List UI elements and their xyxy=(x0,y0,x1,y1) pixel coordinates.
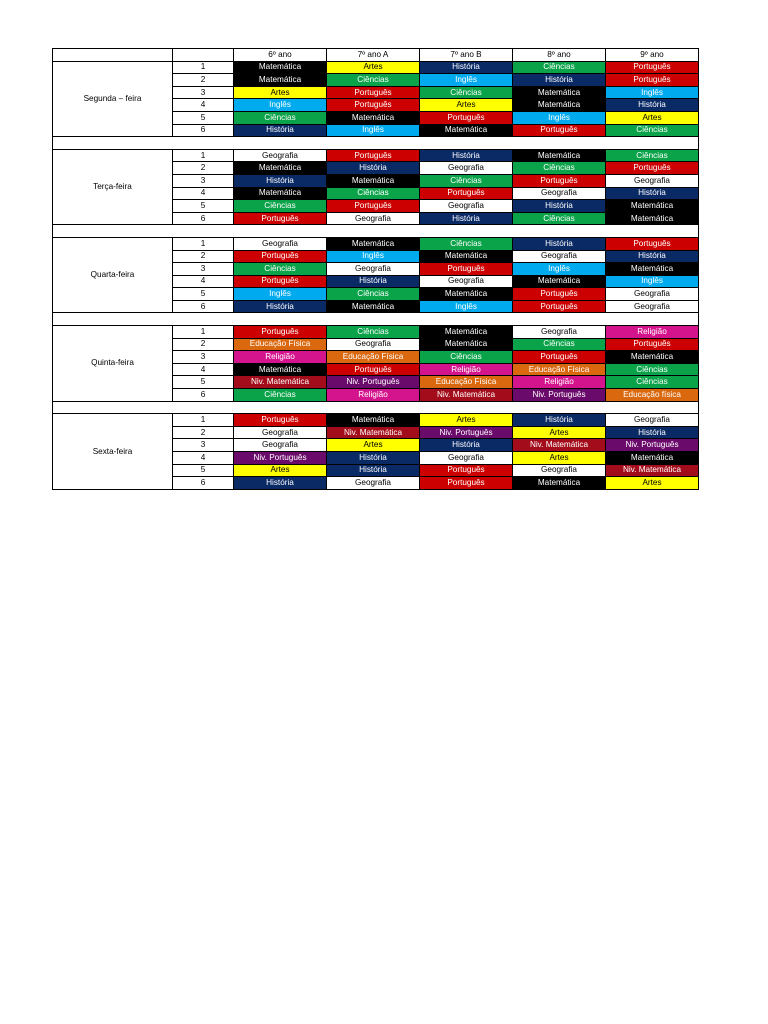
subject-cell: Inglês xyxy=(234,99,327,112)
subject-cell: Geografia xyxy=(234,426,327,439)
subject-cell: Português xyxy=(327,200,420,213)
subject-cell: Português xyxy=(327,149,420,162)
subject-cell: Português xyxy=(327,99,420,112)
period-number-cell: 4 xyxy=(173,452,234,465)
subject-cell: Ciências xyxy=(234,389,327,402)
subject-cell: Geografia xyxy=(420,200,513,213)
subject-cell: História xyxy=(327,275,420,288)
day-name-cell: Sexta-feira xyxy=(53,414,173,490)
subject-cell: Português xyxy=(513,124,606,137)
empty-corner-cell xyxy=(53,49,173,62)
subject-cell: Niv. Português xyxy=(513,389,606,402)
period-number-cell: 4 xyxy=(173,275,234,288)
subject-cell: Matemática xyxy=(606,452,699,465)
period-number-cell: 3 xyxy=(173,351,234,364)
subject-cell: Português xyxy=(420,464,513,477)
subject-cell: Ciências xyxy=(513,61,606,74)
subject-cell: Inglês xyxy=(606,86,699,99)
subject-cell: Português xyxy=(234,326,327,339)
subject-cell: Inglês xyxy=(420,300,513,313)
subject-cell: Português xyxy=(420,187,513,200)
class-header: 9º ano xyxy=(606,49,699,62)
subject-cell: Geografia xyxy=(606,288,699,301)
period-row xyxy=(53,326,699,339)
period-number-cell: 3 xyxy=(173,439,234,452)
subject-cell: Geografia xyxy=(234,237,327,250)
subject-cell: História xyxy=(234,477,327,490)
subject-cell: História xyxy=(606,187,699,200)
period-number-cell: 2 xyxy=(173,338,234,351)
period-number-cell: 3 xyxy=(173,86,234,99)
subject-cell: Educação Física xyxy=(234,338,327,351)
schedule-table xyxy=(52,48,699,490)
subject-cell: Matemática xyxy=(513,149,606,162)
subject-cell: Geografia xyxy=(420,452,513,465)
subject-cell: Matemática xyxy=(420,250,513,263)
period-row xyxy=(53,414,699,427)
day-separator-row xyxy=(53,137,699,150)
day-separator-row xyxy=(53,225,699,238)
schedule-body xyxy=(53,49,699,490)
day-name-cell: Quarta-feira xyxy=(53,237,173,313)
subject-cell: Niv. Português xyxy=(327,376,420,389)
subject-cell: Português xyxy=(606,61,699,74)
day-name-cell: Quinta-feira xyxy=(53,326,173,402)
subject-cell: Português xyxy=(606,162,699,175)
subject-cell: Educação física xyxy=(606,389,699,402)
subject-cell: Matemática xyxy=(234,187,327,200)
subject-cell: Português xyxy=(513,288,606,301)
period-number-cell: 3 xyxy=(173,174,234,187)
subject-cell: Niv. Português xyxy=(234,452,327,465)
subject-cell: Ciências xyxy=(327,187,420,200)
subject-cell: Artes xyxy=(234,464,327,477)
period-row xyxy=(53,149,699,162)
subject-cell: Geografia xyxy=(327,263,420,276)
subject-cell: Português xyxy=(606,74,699,87)
subject-cell: Inglês xyxy=(606,275,699,288)
period-number-cell: 5 xyxy=(173,200,234,213)
subject-cell: Português xyxy=(606,338,699,351)
subject-cell: Ciências xyxy=(606,149,699,162)
subject-cell: Inglês xyxy=(234,288,327,301)
subject-cell: Geografia xyxy=(420,162,513,175)
day-name-cell: Segunda – feira xyxy=(53,61,173,137)
subject-cell: Artes xyxy=(513,452,606,465)
period-number-cell: 2 xyxy=(173,74,234,87)
subject-cell: Geografia xyxy=(234,439,327,452)
class-header: 8º ano xyxy=(513,49,606,62)
subject-cell: Português xyxy=(234,275,327,288)
subject-cell: Matemática xyxy=(327,237,420,250)
period-number-cell: 3 xyxy=(173,263,234,276)
subject-cell: Educação Física xyxy=(513,363,606,376)
subject-cell: Português xyxy=(234,212,327,225)
subject-cell: Matemática xyxy=(420,288,513,301)
subject-cell: História xyxy=(234,124,327,137)
subject-cell: Inglês xyxy=(327,250,420,263)
subject-cell: Religião xyxy=(234,351,327,364)
subject-cell: Niv. Matemática xyxy=(606,464,699,477)
subject-cell: Português xyxy=(420,263,513,276)
subject-cell: Educação Física xyxy=(327,351,420,364)
period-number-cell: 1 xyxy=(173,149,234,162)
subject-cell: História xyxy=(420,149,513,162)
empty-period-header xyxy=(173,49,234,62)
subject-cell: Português xyxy=(420,111,513,124)
subject-cell: Matemática xyxy=(327,300,420,313)
subject-cell: Matemática xyxy=(513,99,606,112)
subject-cell: Geografia xyxy=(327,477,420,490)
period-number-cell: 2 xyxy=(173,426,234,439)
period-number-cell: 5 xyxy=(173,464,234,477)
subject-cell: Matemática xyxy=(606,212,699,225)
period-number-cell: 6 xyxy=(173,300,234,313)
subject-cell: História xyxy=(606,99,699,112)
subject-cell: Matemática xyxy=(513,275,606,288)
subject-cell: Ciências xyxy=(420,237,513,250)
subject-cell: Inglês xyxy=(513,263,606,276)
subject-cell: Ciências xyxy=(420,86,513,99)
subject-cell: Matemática xyxy=(420,124,513,137)
subject-cell: História xyxy=(513,200,606,213)
subject-cell: Português xyxy=(513,351,606,364)
subject-cell: Português xyxy=(327,86,420,99)
subject-cell: Artes xyxy=(606,477,699,490)
period-number-cell: 5 xyxy=(173,111,234,124)
subject-cell: Português xyxy=(513,174,606,187)
subject-cell: História xyxy=(606,250,699,263)
period-row xyxy=(53,61,699,74)
period-number-cell: 6 xyxy=(173,477,234,490)
subject-cell: Matemática xyxy=(606,351,699,364)
subject-cell: História xyxy=(513,74,606,87)
subject-cell: História xyxy=(327,162,420,175)
subject-cell: Niv. Português xyxy=(606,439,699,452)
subject-cell: Português xyxy=(513,300,606,313)
subject-cell: Educação Física xyxy=(420,376,513,389)
subject-cell: Artes xyxy=(420,414,513,427)
subject-cell: Matemática xyxy=(420,326,513,339)
period-number-cell: 4 xyxy=(173,363,234,376)
separator-cell xyxy=(53,137,699,150)
subject-cell: Geografia xyxy=(606,414,699,427)
subject-cell: Religião xyxy=(420,363,513,376)
period-number-cell: 2 xyxy=(173,250,234,263)
subject-cell: Matemática xyxy=(606,263,699,276)
period-number-cell: 1 xyxy=(173,414,234,427)
subject-cell: Ciências xyxy=(420,174,513,187)
subject-cell: Artes xyxy=(606,111,699,124)
subject-cell: História xyxy=(327,464,420,477)
period-number-cell: 4 xyxy=(173,187,234,200)
subject-cell: História xyxy=(420,212,513,225)
subject-cell: Matemática xyxy=(327,414,420,427)
subject-cell: História xyxy=(420,439,513,452)
subject-cell: Niv. Português xyxy=(420,426,513,439)
period-number-cell: 6 xyxy=(173,389,234,402)
subject-cell: História xyxy=(234,300,327,313)
separator-cell xyxy=(53,225,699,238)
subject-cell: Geografia xyxy=(327,338,420,351)
subject-cell: Matemática xyxy=(327,111,420,124)
subject-cell: Niv. Matemática xyxy=(513,439,606,452)
subject-cell: Geografia xyxy=(606,174,699,187)
separator-cell xyxy=(53,401,699,414)
subject-cell: Ciências xyxy=(327,74,420,87)
subject-cell: Matemática xyxy=(513,86,606,99)
day-name-cell: Terça-feira xyxy=(53,149,173,225)
subject-cell: Matemática xyxy=(327,174,420,187)
subject-cell: Ciências xyxy=(234,263,327,276)
subject-cell: Ciências xyxy=(606,376,699,389)
period-number-cell: 2 xyxy=(173,162,234,175)
subject-cell: Matemática xyxy=(234,363,327,376)
subject-cell: Português xyxy=(234,250,327,263)
subject-cell: Geografia xyxy=(513,187,606,200)
subject-cell: Matemática xyxy=(234,74,327,87)
subject-cell: Ciências xyxy=(606,124,699,137)
subject-cell: Religião xyxy=(606,326,699,339)
class-header: 6º ano xyxy=(234,49,327,62)
subject-cell: Português xyxy=(234,414,327,427)
subject-cell: Artes xyxy=(327,439,420,452)
subject-cell: Geografia xyxy=(513,250,606,263)
period-number-cell: 1 xyxy=(173,61,234,74)
subject-cell: Ciências xyxy=(234,111,327,124)
subject-cell: Inglês xyxy=(327,124,420,137)
subject-cell: Niv. Matemática xyxy=(327,426,420,439)
subject-cell: História xyxy=(420,61,513,74)
subject-cell: Ciências xyxy=(420,351,513,364)
subject-cell: Religião xyxy=(327,389,420,402)
period-number-cell: 5 xyxy=(173,288,234,301)
subject-cell: Inglês xyxy=(513,111,606,124)
subject-cell: Português xyxy=(327,363,420,376)
separator-cell xyxy=(53,313,699,326)
subject-cell: Ciências xyxy=(513,338,606,351)
subject-cell: Matemática xyxy=(234,61,327,74)
subject-cell: Artes xyxy=(420,99,513,112)
subject-cell: Geografia xyxy=(420,275,513,288)
subject-cell: Niv. Matemática xyxy=(234,376,327,389)
subject-cell: Geografia xyxy=(234,149,327,162)
day-separator-row xyxy=(53,401,699,414)
subject-cell: Niv. Matemática xyxy=(420,389,513,402)
subject-cell: Ciências xyxy=(234,200,327,213)
subject-cell: História xyxy=(513,414,606,427)
subject-cell: Ciências xyxy=(513,162,606,175)
subject-cell: Religião xyxy=(513,376,606,389)
period-row xyxy=(53,237,699,250)
subject-cell: História xyxy=(234,174,327,187)
period-number-cell: 1 xyxy=(173,326,234,339)
subject-cell: Artes xyxy=(327,61,420,74)
subject-cell: Geografia xyxy=(513,326,606,339)
subject-cell: Ciências xyxy=(327,288,420,301)
class-header: 7º ano A xyxy=(327,49,420,62)
subject-cell: História xyxy=(606,426,699,439)
subject-cell: Ciências xyxy=(327,326,420,339)
day-separator-row xyxy=(53,313,699,326)
period-number-cell: 6 xyxy=(173,212,234,225)
period-number-cell: 1 xyxy=(173,237,234,250)
subject-cell: Geografia xyxy=(513,464,606,477)
subject-cell: História xyxy=(327,452,420,465)
subject-cell: Geografia xyxy=(327,212,420,225)
subject-cell: Português xyxy=(606,237,699,250)
subject-cell: História xyxy=(513,237,606,250)
class-header: 7º ano B xyxy=(420,49,513,62)
subject-cell: Artes xyxy=(513,426,606,439)
subject-cell: Matemática xyxy=(513,477,606,490)
header-row xyxy=(53,49,699,62)
subject-cell: Matemática xyxy=(234,162,327,175)
period-number-cell: 5 xyxy=(173,376,234,389)
subject-cell: Ciências xyxy=(606,363,699,376)
period-number-cell: 6 xyxy=(173,124,234,137)
subject-cell: Geografia xyxy=(606,300,699,313)
period-number-cell: 4 xyxy=(173,99,234,112)
subject-cell: Ciências xyxy=(513,212,606,225)
subject-cell: Inglês xyxy=(420,74,513,87)
subject-cell: Português xyxy=(420,477,513,490)
subject-cell: Matemática xyxy=(420,338,513,351)
subject-cell: Artes xyxy=(234,86,327,99)
subject-cell: Matemática xyxy=(606,200,699,213)
